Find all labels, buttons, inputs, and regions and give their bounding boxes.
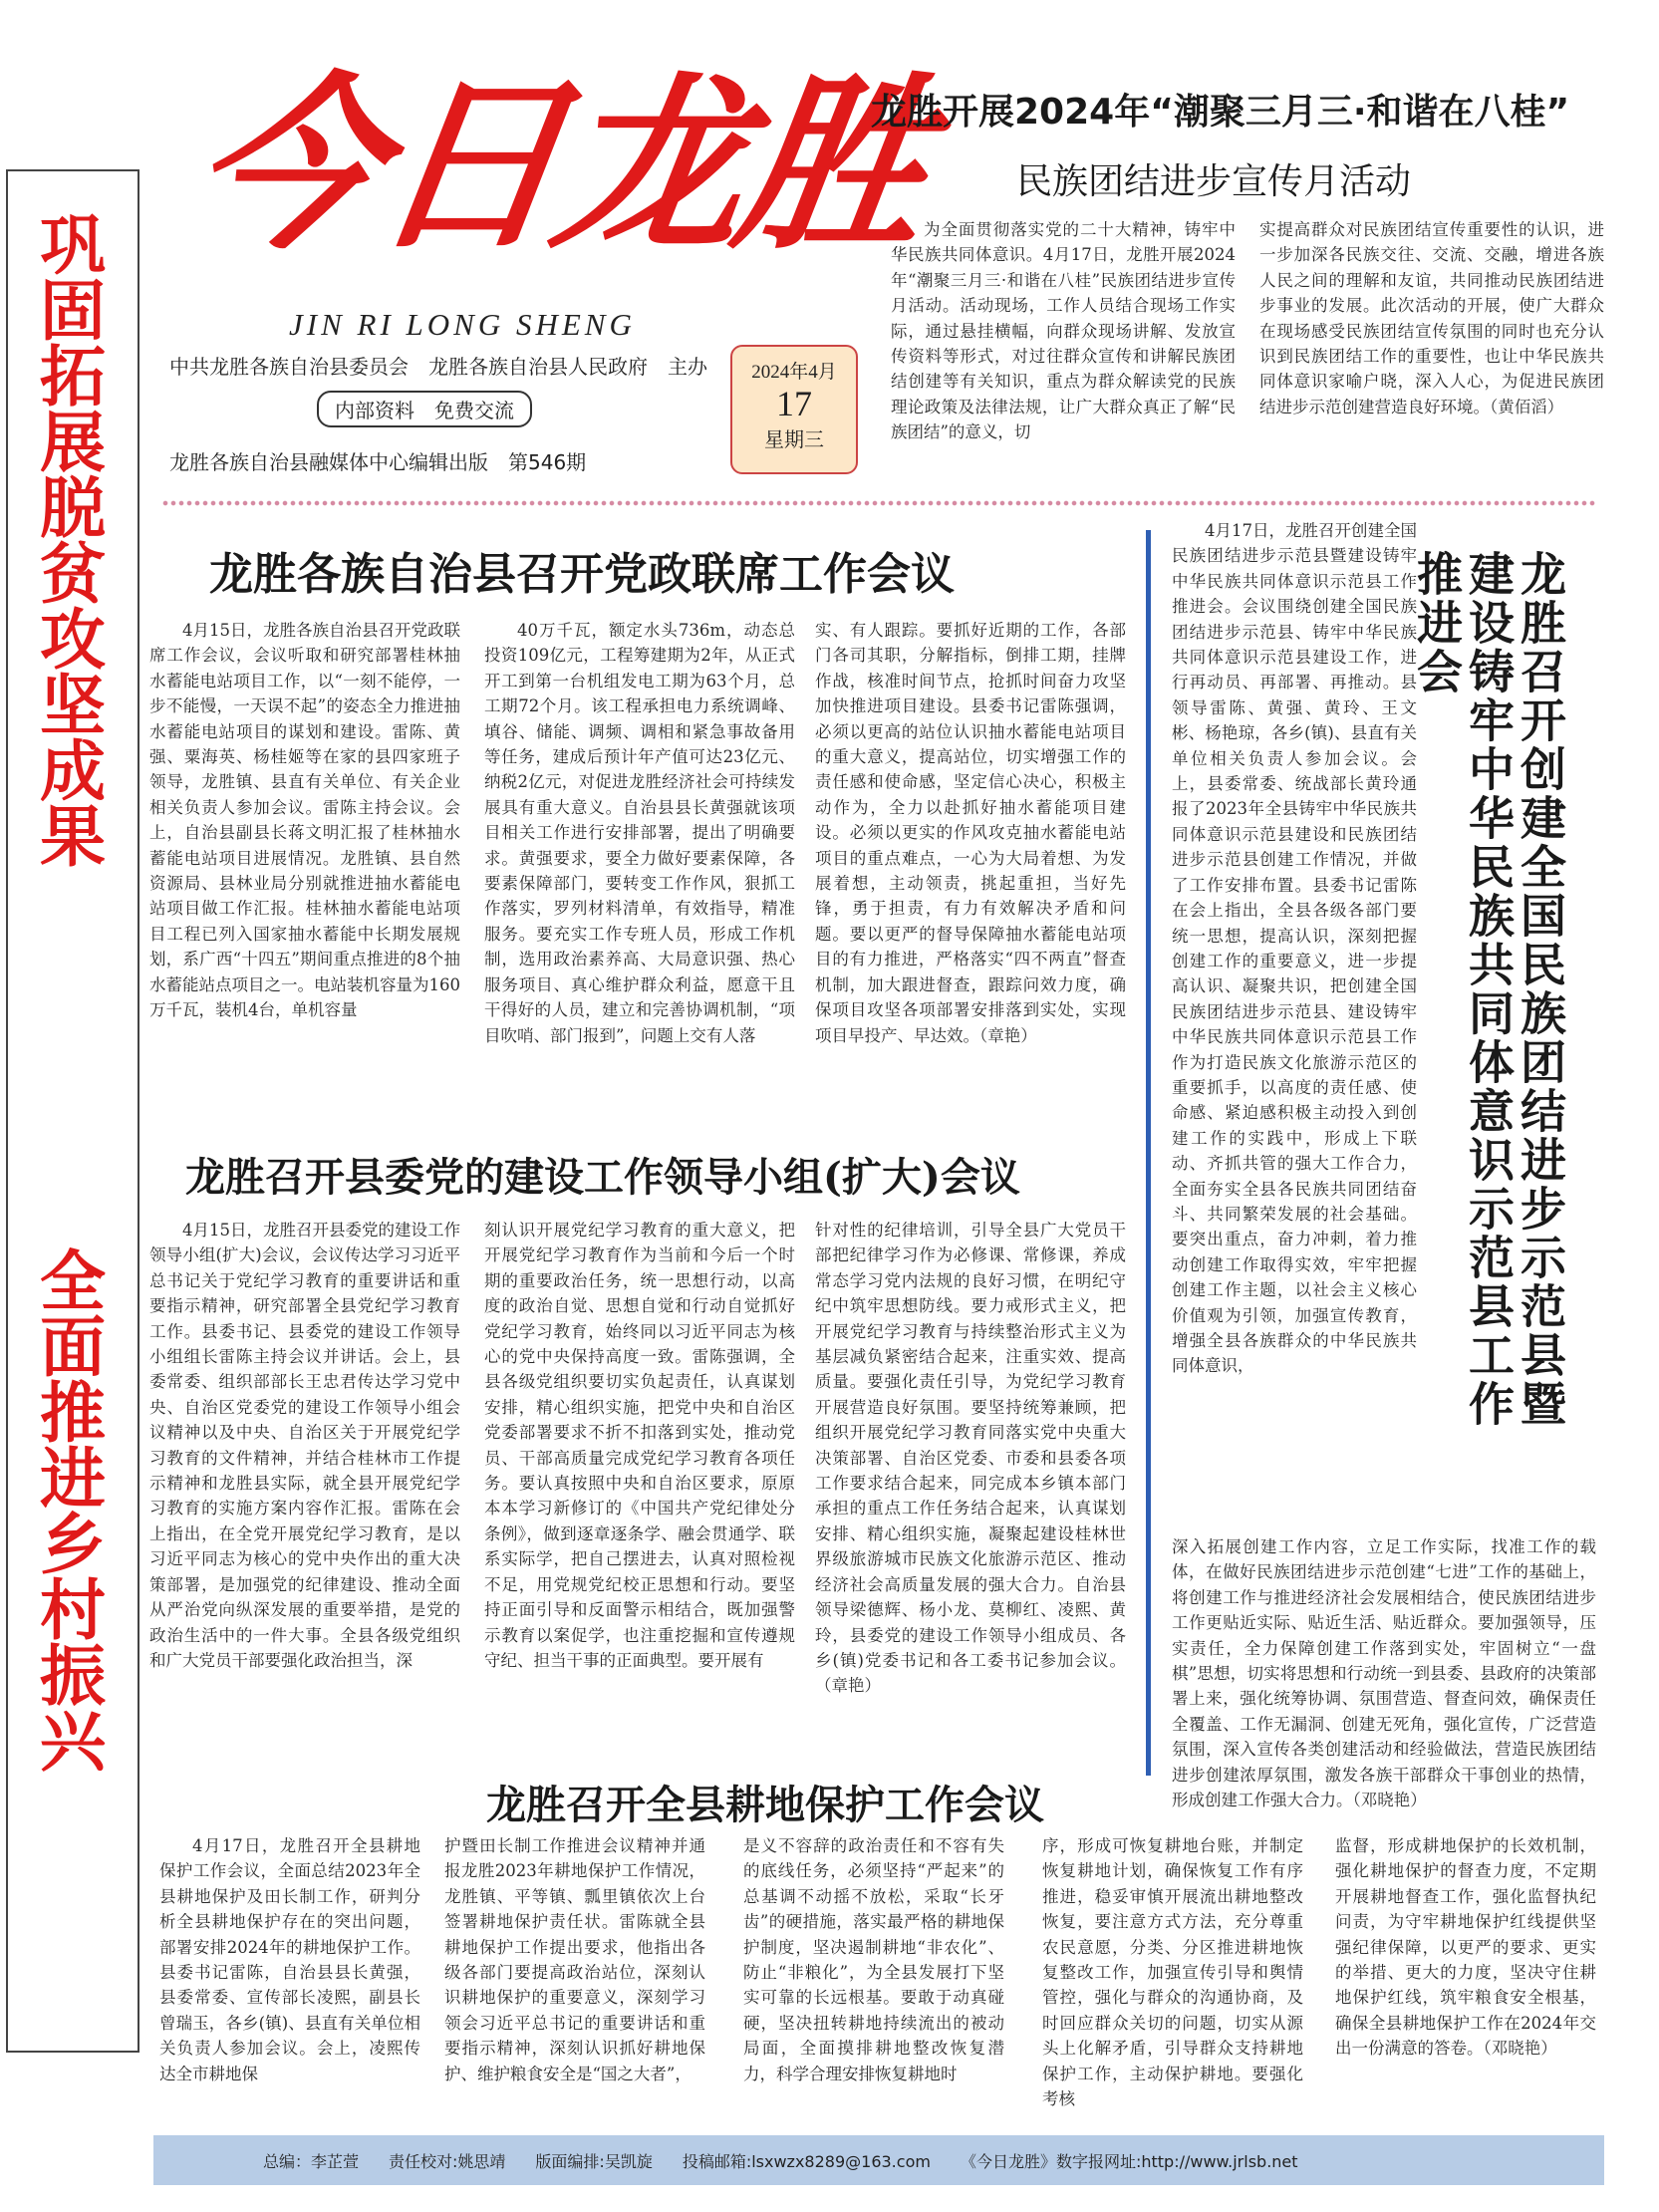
article4-col-narrow: 4月17日，龙胜召开创建全国民族团结进步示范县暨建设铸牢中华民族共同体意识示范县工作推进会。会议围绕创建全国民族团结进步示范县、铸牢中华民族共同体意识示范县建设工作，进行再动员、再部署、再推动。县领导雷陈、黄强、黄玲、王文彬、杨艳琼，各乡(镇)、县直有关单位相关负责人参加会议。会上，县委常委、统战部长黄玲通报了2023年全县铸牢中华民族共同体意识示范县建设和民族团结进步示范县创建工作情况，并做了工作安排布置。县委书记雷陈在会上指出，全县各级各部门要统一思想，提高认识，深刻把握创建工作的重要意义，进一步提高认识、凝聚共识，把创建全国民族团结进步示范县、建设铸牢中华民族共同体意识示范县工作作为打造民族文化旅游示范区的重要抓手，以高度的责任感、使命感、紧迫感积极主动投入到创建工作的实践中，形成上下联动、齐抓共管的强大工作合力，全面夯实全县各民族共同团结奋斗、共同繁荣发展的社会基础。要突出重点，奋力冲刺，着力推动创建工作取得实效，牢牢把握创建工作主题，以社会主义核心价值观为引领，加强宣传教育，增强全县各族群众的中华民族共同体意识， [1172, 521, 1417, 1376]
footer-bar [153, 2135, 1604, 2185]
footer-email[interactable]: 投稿邮箱:lsxwzx8289@163.com [682, 2151, 931, 2171]
article4-col-wide: 深入拓展创建工作内容，立足工作实际，找准工作的载体，在做好民族团结进步示范创建“七进”工作的基础上，将创建工作与推进经济社会发展相结合，使民族团结进步工作更贴近实际、贴近生活、贴近群众。要加强领导，压实责任，全力保障创建工作落到实处，牢固树立“一盘棋”思想，切实将思想和行动统一到县委、县政府的决策部署上来，强化统筹协调、氛围营造、督查问效，确保责任全覆盖、工作无漏洞、创建无死角，强化宣传，广泛营造氛围，深入宣传各类创建活动和经验做法，营造民族团结进步创建浓厚氛围，激发各族干部群众干事创业的热情，形成创建工作强大合力。（邓晓艳） [1172, 1537, 1596, 1810]
footer-proof: 责任校对:姚思靖 [389, 2151, 506, 2171]
stamp-text: 内部资料 免费交流 [335, 399, 514, 422]
masthead-pinyin: JIN RI LONG SHENG [289, 307, 636, 342]
masthead-stamp [317, 391, 532, 427]
article3-col-1: 4月17日，龙胜召开全县耕地保护工作会议，全面总结2023年全县耕地保护及田长制工作，研判分析全县耕地保护存在的突出问题，部署安排2024年的耕地保护工作。县委书记雷陈，自治县县长黄强，县委常委、宣传部长凌熙，副县长曾瑞玉，各乡(镇)、县直有关单位相关负责人参加会议。会上，凌熙传达全市耕地保 [159, 1836, 420, 2083]
article2-col-2: 刻认识开展党纪学习教育的重大意义，把开展党纪学习教育作为当前和今后一个时期的重要政治任务，统一思想行动，以高度的政治自觉、思想自觉和行动自觉抓好党纪学习教育，始终同以习近平同志为核心的党中央保持高度一致。雷陈强调，全县各级党组织要切实负起责任，认真谋划安排，精心组织实施，把党中央和自治区党委部署要求不折不扣落到实处，推动党员、干部高质量完成党纪学习教育各项任务。要认真按照中央和自治区要求，原原本本学习新修订的《中国共产党纪律处分条例》，做到逐章逐条学、融会贯通学、联系实际学，把自己摆进去，认真对照检视不足，用党规党纪校正思想和行动。要坚持正面引导和反面警示相结合，既加强警示教育以案促学，也注重挖掘和宣传遵规守纪、担当干事的正面典型。要开展有 [484, 1221, 795, 1670]
article3-col-5: 监督，形成耕地保护的长效机制，强化耕地保护的督查力度，不定期开展耕地督查工作，强化监督执纪问责，为守牢耕地保护红线提供坚强纪律保障，以更严的要求、更实的举措、更大的力度，坚决守住耕地保护红线，筑牢粮食安全根基，确保全县耕地保护工作在2024年交出一份满意的答卷。（邓晓艳） [1335, 1836, 1596, 2059]
top-article-title-1: 龙胜开展2024年“潮聚三月三·和谐在八桂” [871, 92, 1570, 133]
slogan-line-1: 巩固拓展脱贫攻坚成果 [40, 207, 106, 876]
footer-editor: 总编：李芷萱 [263, 2151, 360, 2171]
article3-col-2: 护暨田长制工作推进会议精神并通报龙胜2023年耕地保护工作情况，龙胜镇、平等镇、瓢里镇依次上台签署耕地保护责任状。雷陈就全县耕地保护工作提出要求，他指出各级各部门要提高政治站位，深刻认识耕地保护的重要意义，深刻学习领会习近平总书记的重要讲话和重要指示精神，深刻认识抓好耕地保护、维护粮食安全是“国之大者”， [444, 1836, 705, 2083]
masthead-divider [161, 500, 1596, 506]
article2-byline: （章艳） [815, 1676, 881, 1696]
top-article-col-2: 实提高群众对民族团结宣传重要性的认识，进一步加深各民族交往、交流、交融，增进各族人民之间的理解和友谊，共同推动民族团结进步事业的发展。此次活动的开展，使广大群众在现场感受民族团结宣传氛围的同时也充分认识到民族团结工作的重要性，也让中华民族共同体意识家喻户晓，深入人心，为促进民族团结进步示范创建营造良好环境。（黄佰滔） [1259, 220, 1604, 416]
slogan-banner [6, 169, 139, 2053]
top-article-col-1: 为全面贯彻落实党的二十大精神，铸牢中华民族共同体意识。4月17日，龙胜开展2024年“潮聚三月三·和谐在八桂”民族团结进步宣传月活动。活动现场，工作人员结合现场工作实际，通过悬挂横幅，向群众现场讲解、发放宣传资料等形式，对过往群众宣传和讲解民族团结创建等有关知识，重点为群众解读党的民族理论政策及法律法规，让广大群众真正了解“民族团结”的意义，切 [891, 220, 1236, 442]
article1-col-2: 40万千瓦，额定水头736m，动态总投资109亿元，工程筹建期为2年，从正式开工到第一台机组发电工期为63个月，总工期72个月。该工程承担电力系统调峰、填谷、储能、调频、调相和紧急事故备用等任务，建成后预计年产值可达23亿元、纳税2亿元，对促进龙胜经济社会可持续发展具有重大意义。自治县县长黄强就该项目相关工作进行安排部署，提出了明确要求。黄强要求，要全力做好要素保障，各要素保障部门，要转变工作作风，狠抓工作落实，罗列材料清单，有效指导，精准服务。要充实工作专班人员，形成工作机制，选用政治素养高、大局意识强、热心服务项目、真心维护群众利益，愿意干且干得好的人员，建立和完善协调机制，“项目吹哨、部门报到”，问题上交有人落 [484, 621, 795, 1045]
article4-byline: （邓晓艳） [1352, 1791, 1427, 1810]
article3-title: 龙胜召开全县耕地保护工作会议 [486, 1782, 1044, 1828]
masthead-publisher: 龙胜各族自治县融媒体中心编辑出版 第546期 [169, 450, 587, 474]
date-year-month: 2024年4月 [751, 362, 837, 383]
article4-title: 龙胜召开创建全国民族团结进步示范县暨建设铸牢中华民族共同体意识示范县工作推进会 [1410, 550, 1567, 1429]
article1-title: 龙胜各族自治县召开党政联席工作会议 [209, 549, 955, 600]
date-day: 17 [776, 384, 812, 423]
top-article-title-2: 民族团结进步宣传月活动 [1016, 161, 1412, 202]
date-box [730, 345, 858, 474]
article3-col-4: 序，形成可恢复耕地台账，并制定恢复耕地计划，确保恢复工作有序推进，稳妥审慎开展流出耕地整改恢复，要注意方式方法，充分尊重农民意愿，分类、分区推进耕地恢复整改工作，加强宣传引导和舆情管控，强化与群众的沟通协商，及时回应群众关切的问题，切实从源头上化解矛盾，引导群众支持耕地保护工作，主动保护耕地。要强化考核 [1042, 1836, 1303, 2109]
article1-col-1: 4月15日，龙胜各族自治县召开党政联席工作会议，会议听取和研究部署桂林抽水蓄能电站项目工作，以“一刻不能停，一步不能慢，一天误不起”的姿态全力推进抽水蓄能电站项目的谋划和建设。雷陈、黄强、粟海英、杨桂姬等在家的县四家班子领导，龙胜镇、县直有关单位、有关企业相关负责人参加会议。雷陈主持会议。会上，自治县副县长蒋文明汇报了桂林抽水蓄能电站项目进展情况。龙胜镇、县自然资源局、县林业局分别就推进抽水蓄能电站项目做工作汇报。桂林抽水蓄能电站项目工程已列入国家抽水蓄能中长期发展规划，系广西“十四五”期间重点推进的8个抽水蓄能站点项目之一。电站装机容量为160万千瓦，装机4台，单机容量 [149, 621, 460, 1020]
article3-byline: （邓晓艳） [1483, 2039, 1557, 2059]
slogan-line-2: 全面推进乡村振兴 [40, 1244, 106, 1781]
article3-col-3: 是义不容辞的政治责任和不容有失的底线任务，必须坚持“严起来”的总基调不动摇不放松，采取“长牙齿”的硬措施，落实最严格的耕地保护制度，坚决遏制耕地“非农化”、防止“非粮化”，为全县发展打下坚实可靠的长远根基。要敢于动真碰硬，坚决扭转耕地持续流出的被动局面，全面摸排耕地整改恢复潜力，科学合理安排恢复耕地时 [743, 1836, 1004, 2083]
top-article-byline: （黄佰滔） [1490, 397, 1564, 416]
article4-blue-rule [1146, 530, 1151, 1776]
article2-col-1: 4月15日，龙胜召开县委党的建设工作领导小组(扩大)会议，会议传达学习习近平总书记关于党纪学习教育的重要讲话和重要指示精神，研究部署全县党纪学习教育工作。县委书记、县委党的建设工作领导小组组长雷陈主持会议并讲话。会上，县委常委、组织部部长王忠君传达学习党中央、自治区党委党的建设工作领导小组会议精神以及中央、自治区关于开展党纪学习教育的文件精神，并结合桂林市工作提示精神和龙胜县实际，就全县开展党纪学习教育的实施方案内容作汇报。雷陈在会上指出，在全党开展党纪学习教育，是以习近平同志为核心的党中央作出的重大决策部署，是加强党的纪律建设、推动全面从严治党向纵深发展的重要举措，是党的政治生活中的一件大事。全县各级党组织和广大党员干部要强化政治担当，深 [149, 1221, 460, 1670]
article1-byline: （章艳） [979, 1025, 1037, 1045]
footer-layout: 版面编排:吴凯旋 [535, 2151, 653, 2171]
date-weekday: 星期三 [764, 427, 824, 451]
masthead-sponsor: 中共龙胜各族自治县委员会 龙胜各族自治县人民政府 主办 [169, 355, 707, 379]
masthead-logo: 今日龙胜 [179, 55, 937, 275]
footer-website[interactable]: 《今日龙胜》数字报网址:http://www.jrlsb.net [960, 2151, 1298, 2171]
article2-col-3: 针对性的纪律培训，引导全县广大党员干部把纪律学习作为必修课、常修课，养成常态学习党内法规的良好习惯，在明纪守纪中筑牢思想防线。要力戒形式主义，把开展党纪学习教育与持续整治形式主义为基层减负紧密结合起来，注重实效、提高质量。要强化责任引导，为党纪学习教育开展营造良好氛围。要坚持统筹兼顾，把组织开展党纪学习教育同落实党中央重大决策部署、自治区党委、市委和县委各项工作要求结合起来，同完成本乡镇本部门承担的重点工作任务结合起来，认真谋划安排、精心组织实施，凝聚起建设桂林世界级旅游城市民族文化旅游示范区、推动经济社会高质量发展的强大合力。自治县领导梁德辉、杨小龙、莫柳红、凌熙、黄玲，县委党的建设工作领导小组成员、各乡(镇)党委书记和各工委书记参加会议。（章艳） [815, 1221, 1126, 1696]
article2-title: 龙胜召开县委党的建设工作领导小组(扩大)会议 [185, 1154, 1020, 1201]
article1-col-3: 实、有人跟踪。要抓好近期的工作，各部门各司其职，分解指标，倒排工期，挂牌作战，核准时间节点，抢抓时间奋力攻坚加快推进项目建设。县委书记雷陈强调，必须以更高的站位认识抽水蓄能电站项目的重大意义，提高站位，切实增强工作的责任感和使命感，坚定信心决心，积极主动作为，全力以赴抓好抽水蓄能项目建设。必须以更实的作风攻克抽水蓄能电站项目的重点难点，一心为大局着想、为发展着想，主动领责，挑起重担，当好先锋，勇于担责，有力有效解决矛盾和问题。要以更严的督导保障抽水蓄能电站项目的有力推进，严格落实“四不两直”督查机制，加大跟进督查，跟踪问效力度，确保项目攻坚各项部署安排落到实处，实现项目早投产、早达效。（章艳） [815, 621, 1126, 1045]
